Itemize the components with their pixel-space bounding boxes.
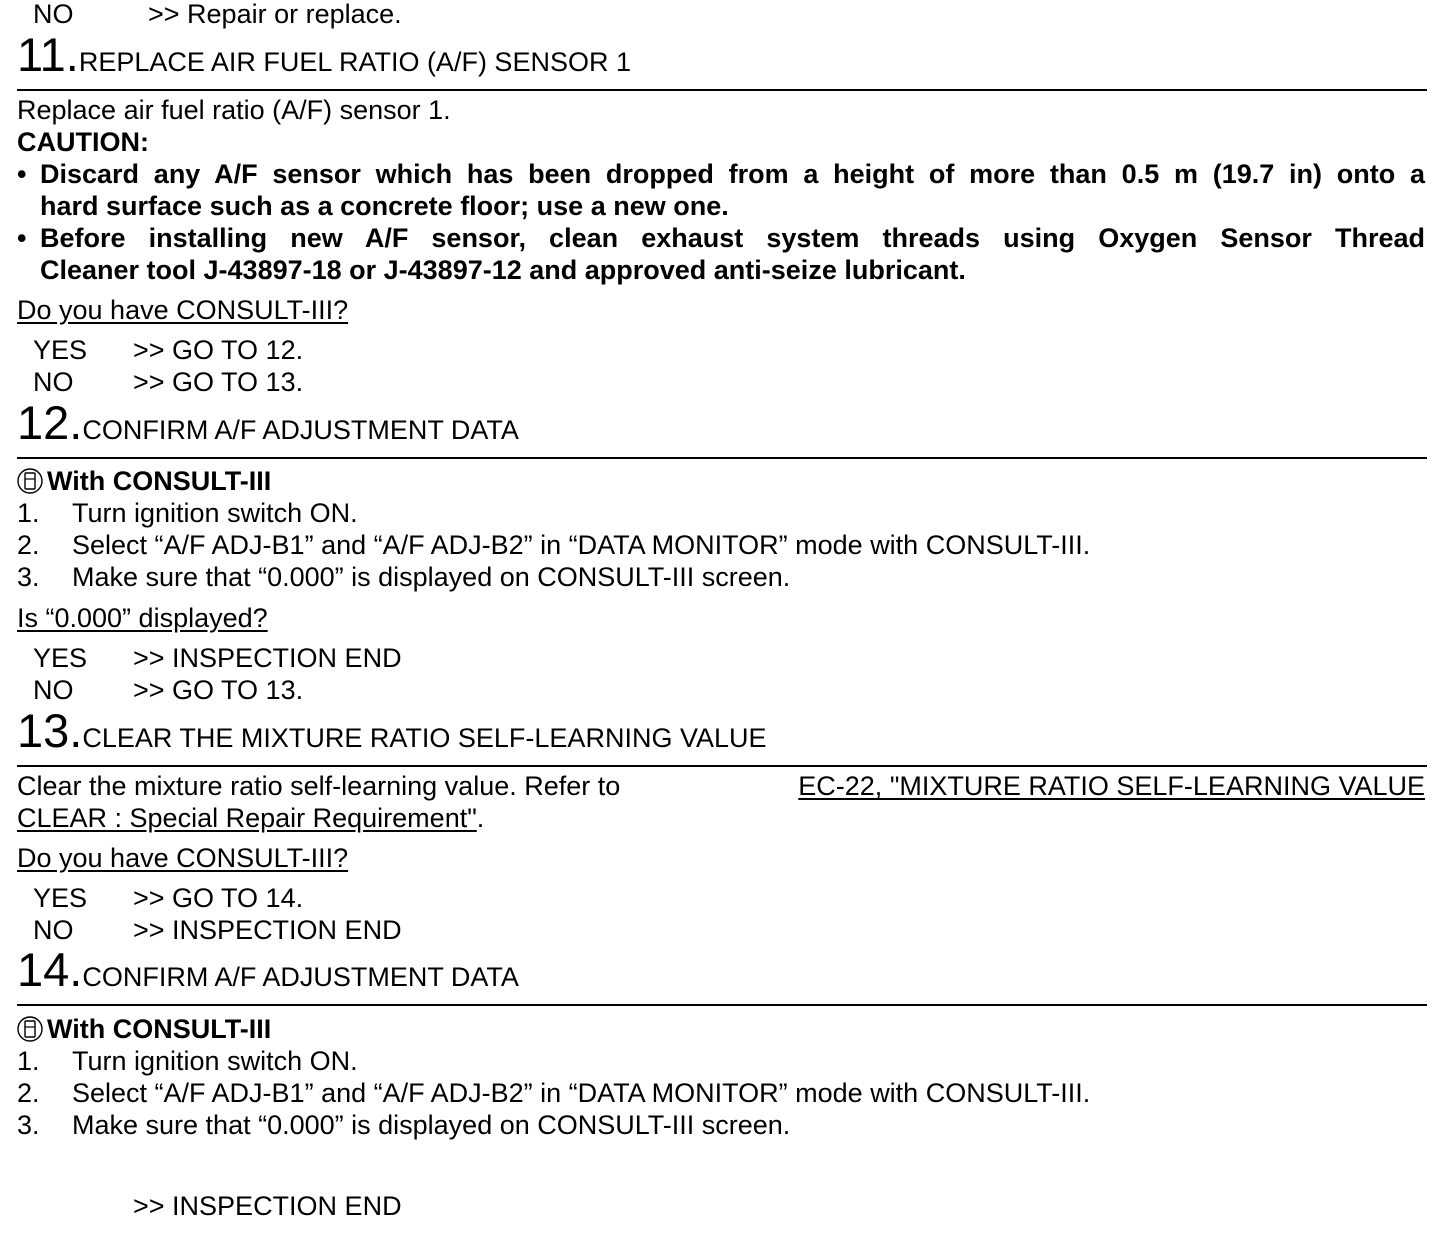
step-11-heading (17, 30, 631, 80)
caution-bullet-2: • Before installing new A/F sensor, clean exhaust system threads using Oxygen Sensor Thread Cleaner tool J-43897-18 or J-43897-12 and approved anti-seize lubricant. (17, 223, 1425, 285)
consult-tool-icon (17, 467, 43, 495)
with-consult-label: With CONSULT-III (17, 465, 271, 497)
step-number: 11. (17, 28, 79, 81)
step-number: 14. (17, 943, 83, 996)
step-divider (17, 765, 1427, 767)
step-title: REPLACE AIR FUEL RATIO (A/F) SENSOR 1 (78, 47, 631, 77)
caution-label: CAUTION: (17, 127, 149, 157)
question-text: Do you have CONSULT-III? (17, 843, 349, 873)
question-text: Do you have CONSULT-III? (17, 295, 349, 325)
step-divider (17, 457, 1427, 459)
instruction-text: Replace air fuel ratio (A/F) sensor 1. (17, 95, 451, 125)
step-number: 13. (17, 704, 83, 757)
step-12-heading (17, 398, 519, 448)
step-title: CONFIRM A/F ADJUSTMENT DATA (82, 962, 519, 992)
step-14-heading (17, 945, 519, 995)
with-consult-label: With CONSULT-III (17, 1013, 271, 1045)
caution-bullet-1: • Discard any A/F sensor which has been dropped from a height of more than 0.5 m (19.7 in) onto a hard surface such as a concrete floor; use a new one. (17, 159, 1425, 221)
step-title: CONFIRM A/F ADJUSTMENT DATA (82, 415, 519, 445)
reference-link[interactable]: EC-22, "MIXTURE RATIO SELF-LEARNING VALUE (798, 771, 1425, 801)
reference-link-cont[interactable]: CLEAR : Special Repair Requirement" (17, 803, 477, 833)
step-title: CLEAR THE MIXTURE RATIO SELF-LEARNING VALUE (82, 723, 767, 753)
step-divider (17, 1004, 1427, 1006)
final-result: >> INSPECTION END (133, 1191, 402, 1221)
instruction-text-cont: CLEAR : Special Repair Requirement". (17, 803, 485, 833)
step-divider (17, 89, 1427, 91)
step-13-heading (17, 706, 766, 756)
question-text: Is “0.000” displayed? (17, 603, 268, 633)
instruction-text: Clear the mixture ratio self-learning value. Refer to EC-22, "MIXTURE RATIO SELF-LEARNING VALUE (17, 771, 1425, 801)
step-number: 12. (17, 396, 83, 449)
consult-tool-icon (17, 1015, 43, 1043)
